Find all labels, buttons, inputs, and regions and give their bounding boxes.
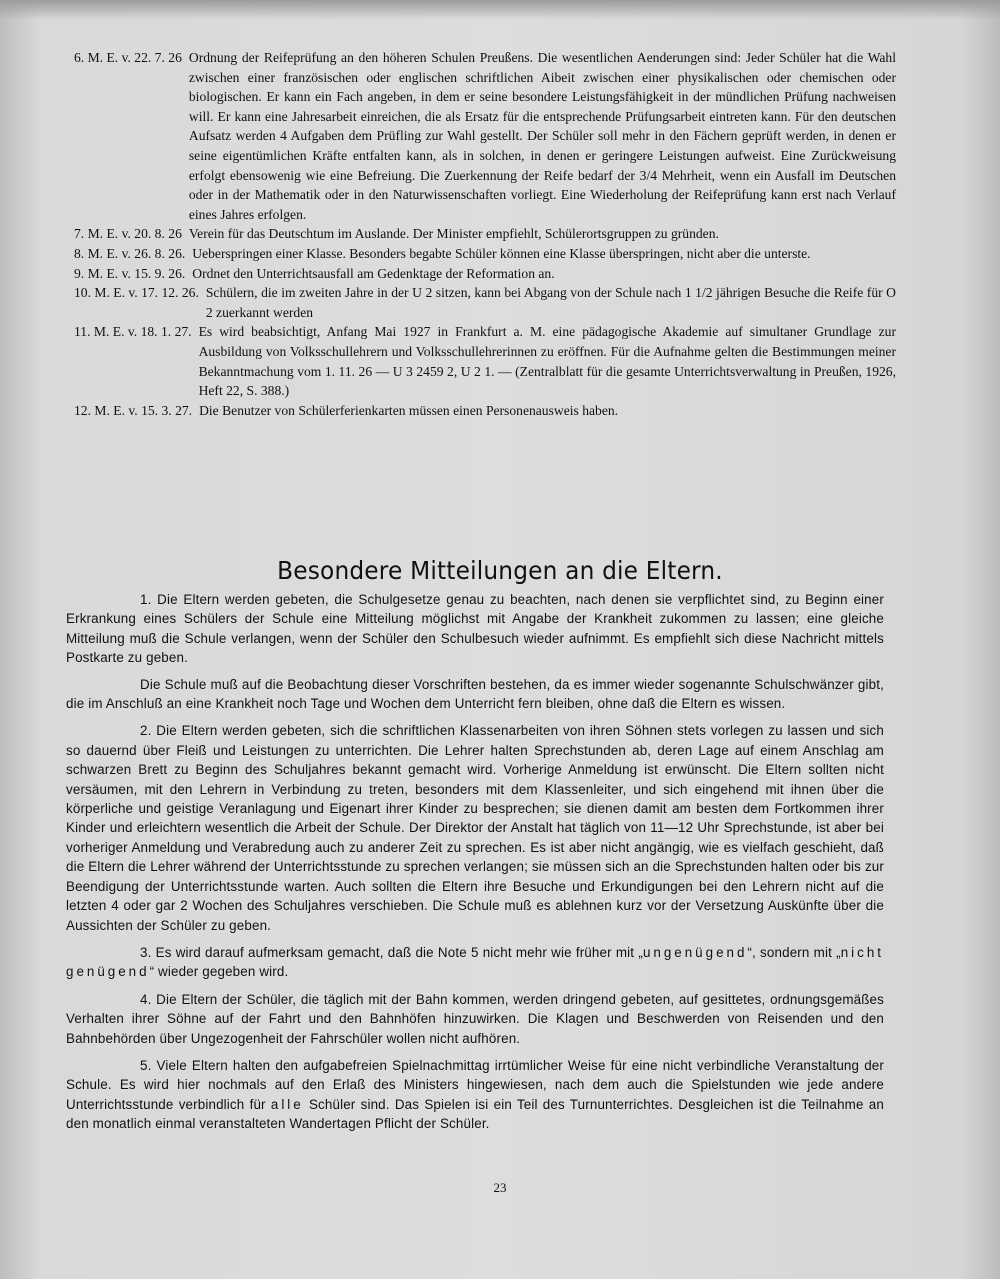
decree-reference: 9. M. E. v. 15. 9. 26. bbox=[74, 265, 186, 281]
decree-reference: 8. M. E. v. 26. 8. 26. bbox=[74, 245, 186, 261]
decree-text: Ueberspringen einer Klasse. Besonders begabte Schüler können eine Klasse überspringen, nicht aber die unterste. bbox=[192, 245, 811, 261]
notice-paragraph-3 bbox=[66, 943, 884, 982]
notice-3-emphasis-1: ungenügend bbox=[642, 944, 748, 960]
decree-reference: 7. M. E. v. 20. 8. 26 bbox=[74, 226, 182, 242]
decree-item bbox=[74, 283, 896, 322]
decree-text: Ordnet den Unterrichtsausfall am Gedenktage der Reformation an. bbox=[192, 265, 555, 281]
notice-5-text: 5. Viele Eltern halten den aufgabefreien Spielnachmittag irrtümlicher Weise für eine nicht verbindliche Veranstaltung der Schule. Es wird hier nochmals auf den Erlaß des Ministers hingewiesen, nach dem auch die Spielstunden wie jede andere Unterrichtsstunde verbindlich für bbox=[66, 1057, 884, 1112]
decree-text: Verein für das Deutschtum im Auslande. Der Minister empfiehlt, Schülerortsgruppen zu gründen. bbox=[188, 226, 719, 242]
decree-item bbox=[74, 244, 896, 264]
notice-paragraph-1: 1. Die Eltern werden gebeten, die Schulgesetze genau zu beachten, nach denen sie verpflichtet sind, zu Beginn einer Erkrankung eines Schülers der Schule eine Mitteilung möglichst mit Angabe der Krankheit zukommen zu lassen; eine gleiche Mitteilung muß die Schule verlangen, wenn der Schüler den Schulbesuch wieder aufnimmt. Es empfiehlt sich diese Nachricht mittels Postkarte zu geben. bbox=[66, 592, 884, 666]
notice-paragraph-1b: Die Schule muß auf die Beobachtung dieser Vorschriften bestehen, da es immer wieder sogenannte Schulschwänzer gibt, die im Anschluß an eine Krankheit noch Tage und Wochen dem Unterricht fern bleiben, ohne daß die Eltern es wissen. bbox=[66, 676, 884, 712]
decree-list bbox=[74, 48, 896, 420]
decree-reference: 6. M. E. v. 22. 7. 26 bbox=[74, 50, 182, 65]
section-heading: Besondere Mitteilungen an die Eltern. bbox=[277, 556, 723, 585]
decree-item bbox=[74, 401, 896, 421]
notice-3-emphasis-2: nicht genügend bbox=[66, 944, 885, 980]
notice-3-text: “, sondern mit „ bbox=[747, 944, 841, 960]
notice-paragraph-4: 4. Die Eltern der Schüler, die täglich mit der Bahn kommen, werden dringend gebeten, auf gesittetes, ordnungsgemäßes Verhalten ihrer Söhne auf der Fahrt und den Bahnhöfen hinzuwirken. Die Klagen und Beschwerden von Reisenden und den Bahnbehörden über Ungezogenheit der Fahrschüler wollen nicht aufhören. bbox=[66, 991, 884, 1046]
page-number: 23 bbox=[493, 1180, 507, 1195]
decree-item bbox=[74, 224, 896, 244]
decree-text: Die Benutzer von Schülerferienkarten müssen einen Personenausweis haben. bbox=[199, 402, 619, 418]
decree-reference: 12. M. E. v. 15. 3. 27. bbox=[74, 402, 193, 418]
notice-3-text: 3. Es wird darauf aufmerksam gemacht, daß die Note 5 nicht mehr wie früher mit „ bbox=[140, 944, 643, 960]
decree-item bbox=[74, 264, 896, 284]
parent-notices bbox=[66, 590, 884, 1142]
decree-reference: 11. M. E. v. 18. 1. 27. bbox=[74, 324, 192, 340]
notice-paragraph-2: 2. Die Eltern werden gebeten, sich die schriftlichen Klassenarbeiten von ihren Söhnen stets vorlegen zu lassen und sich so dauernd über Fleiß und Leistungen zu unterrichten. Die Lehrer halten Sprechstunden ab, deren Lage auf einem Anschlag am schwarzen Brett zu Beginn des Schuljahres bekannt gemacht wird. Vorherige Anmeldung ist erwünscht. Die Eltern sollten nicht versäumen, mit den Lehrern in Verbindung zu treten, besonders mit dem Klassenleiter, und sich eingehend mit ihnen über die körperliche und geistige Veranlagung und Eigenart ihrer Kinder zu besprechen; sie dienen damit am besten dem Fortkommen ihrer Kinder und erleichtern wesentlich die Arbeit der Schule. Der Direktor der Anstalt hat täglich von 11—12 Uhr Sprechstunde, ist aber bei vorheriger Anmeldung und Verabredung auch zu anderer Zeit zu sprechen. Es ist aber nicht angängig, wie es vielfach geschieht, daß die Eltern die Lehrer während der Unterrichtsstunde zu sprechen verlangen; sie müssen sich an die Sprechstunden halten oder bis zur Beendigung der Unterrichtsstunde warten. Auch sollten die Eltern ihre Besuche und Erkundigungen bei den Lehrern nicht auf die letzten 4 oder gar 2 Wochen des Schuljahres verschieben. Die Schule muß es ablehnen kurz vor der Versetzung Auskünfte über die Aussichten der Schüler zu geben. bbox=[66, 723, 884, 933]
decree-item bbox=[74, 322, 896, 400]
notice-paragraph-5 bbox=[66, 1056, 884, 1134]
scan-shadow bbox=[0, 0, 1000, 20]
decree-reference: 10. M. E. v. 17. 12. 26. bbox=[74, 285, 199, 301]
notice-5-text: Schüler sind. Das Spielen isi ein Teil des Turnunterrichtes. Desgleichen ist die Teilnahme an den monatlich einmal veranstalteten Wandertagen Pflicht der Schüler. bbox=[66, 1096, 884, 1132]
decree-text: Ordnung der Reifeprüfung an den höheren Schulen Preußens. Die wesentlichen Aenderungen sind: Jeder Schüler hat die Wahl zwischen einer französischen oder englischen schriftlichen Aibeit zwischen einer physikalischen oder chemischen oder biologischen. Er kann ein Fach angeben, in dem er seine besondere Leistungsfähigkeit in der mündlichen Prüfung nachweisen will. Er kann eine Jahresarbeit einreichen, die als Ersatz für die entsprechende Prüfungsarbeit eintreten kann. Für den deutschen Aufsatz werden 4 Aufgaben dem Prüfling zur Wahl gestellt. Der Schüler soll mehr in den Fächern geprüft werden, in denen er seine eigentümlichen Kräfte entfalten kann, als in solchen, in denen er geringere Leistungen aufweist. Eine Zurückweisung erfolgt ebensowenig wie eine Befreiung. Die Zuerkennung der Reife bedarf der 3/4 Mehrheit, wenn ein Ausfall im Deutschen oder in der Mathematik oder in den Naturwissenschaften vorliegt. Eine Wiederholung der Reifeprüfung kann erst nach Verlauf eines Jahres erfolgen. bbox=[188, 50, 896, 222]
decree-text: Schülern, die im zweiten Jahre in der U 2 sitzen, kann bei Abgang von der Schule nach 1 1/2 jährigen Besuche die Reife für O 2 zuerkannt werden bbox=[205, 285, 896, 320]
notice-3-text: “ wieder gegeben wird. bbox=[149, 964, 289, 980]
decree-text: Es wird beabsichtigt, Anfang Mai 1927 in Frankfurt a. M. eine pädagogische Akademie auf simultaner Grundlage zur Ausbildung von Volksschullehrern und Volksschullehrerinnen zu eröffnen. Für die Aufnahme gelten die Bestimmungen meiner Bekanntmachung vom 1. 11. 26 — U 3 2459 2, U 2 1. — (Zentralblatt für die gesamte Unterrichtsverwaltung in Preußen, 1926, Heft 22, S. 388.) bbox=[198, 324, 896, 399]
decree-item bbox=[74, 48, 896, 224]
notice-5-emphasis: alle bbox=[270, 1096, 304, 1112]
